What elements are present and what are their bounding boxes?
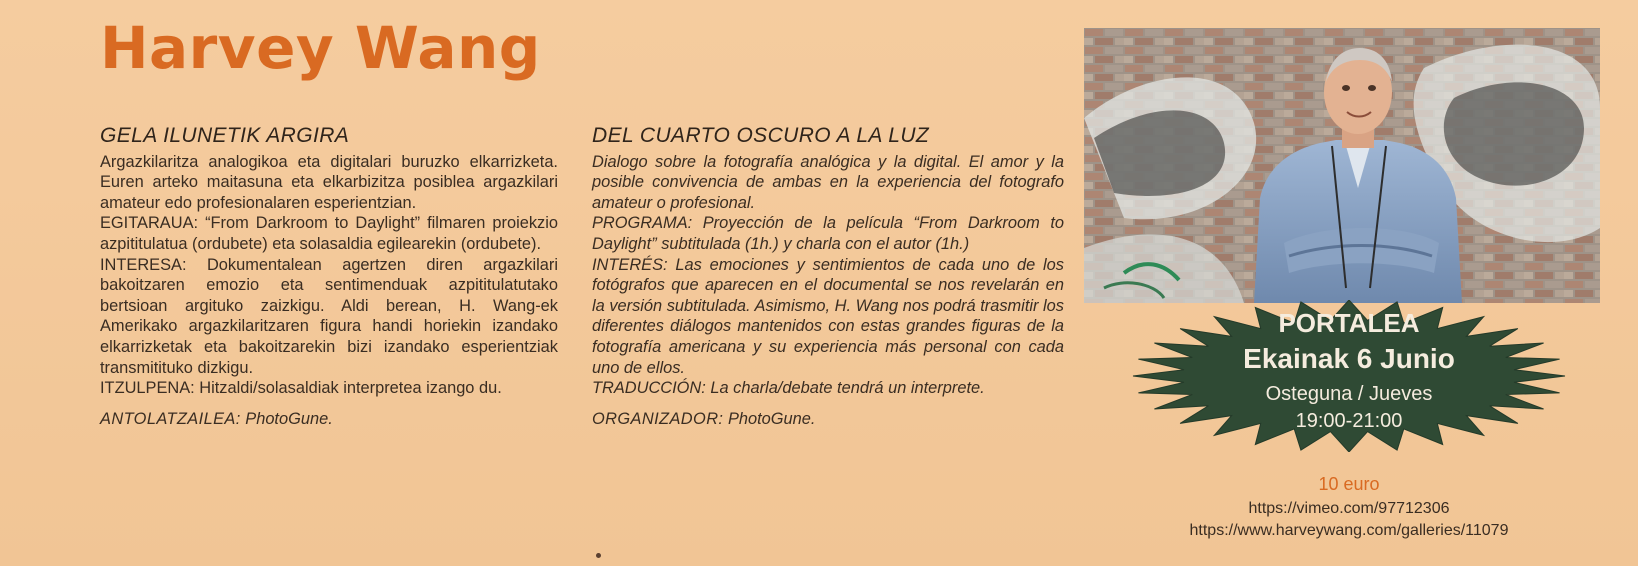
basque-translation: [100, 378, 558, 399]
event-info: [1130, 306, 1568, 434]
basque-interest: [100, 255, 558, 379]
basque-translation-text: Hitzaldi/solasaldiak interpretea izango du.: [194, 379, 502, 398]
spanish-interest-label: INTERÉS:: [592, 255, 668, 274]
basque-organizer-text: PhotoGune.: [240, 409, 333, 428]
basque-translation-label: ITZULPENA:: [100, 379, 195, 398]
spanish-translation: [592, 378, 1064, 399]
basque-program-text: “From Darkroom to Daylight” filmaren proiekzio azpititulatua (ordubete) eta solasaldia egilearekin (ordubete).: [100, 214, 558, 253]
speaker-photo-drawing: [1084, 28, 1600, 303]
basque-organizer: [100, 409, 558, 430]
basque-interest-label: INTERESA:: [100, 255, 187, 274]
basque-intro: Argazkilaritza analogikoa eta digitalari buruzko elkarrizketa. Euren arteko maitasuna eta elkarbizitza posiblea argazkilari amateur edo profesionalaren esperientzian.: [100, 152, 558, 212]
spanish-heading: DEL CUARTO OSCURO A LA LUZ: [592, 124, 930, 147]
spanish-interest: [592, 255, 1064, 379]
spanish-program-label: PROGRAMA:: [592, 214, 693, 233]
event-date: Ekainak 6 Junio: [1243, 343, 1455, 374]
spanish-organizer-text: PhotoGune.: [723, 409, 816, 428]
spanish-interest-text: Las emociones y sentimientos de cada uno de los fotógrafos que aparecen en el documental se nos revelarán en la versión subtitulada. Asimismo, H. Wang nos podrá trasmitir los diferentes diálogos mantenidos con estas grandes figuras de la fotografía americana y su experiencia más personal con cada uno de ellos.: [592, 255, 1064, 377]
spanish-intro: Dialogo sobre la fotografía analógica y la digital. El amor y la posible convivencia de ambas en la experiencia del fotografo amateur o profesional.: [592, 152, 1064, 212]
website-link[interactable]: https://www.harveywang.com/galleries/11079: [1189, 522, 1509, 539]
page-title: Harvey Wang: [100, 14, 541, 82]
basque-interest-text: Dokumentalean agertzen diren argazkilari bakoitzaren emozio eta sentimenduak azpititulatutako bertsioan argituko zaizkigu. Aldi berean, H. Wang-ek Amerikako argazkilaritzaren figura handi horiekin izandako elkarrizketak eta bakoitzarekin bizi izandako esperientziak transmitituko dizkigu.: [100, 255, 558, 377]
vimeo-link[interactable]: https://vimeo.com/97712306: [1248, 500, 1450, 517]
spanish-program-text: Proyección de la película “From Darkroom to Daylight” subtitulada (1h.) y charla con el autor (1h.): [592, 214, 1064, 253]
spanish-translation-text: La charla/debate tendrá un interprete.: [705, 379, 985, 398]
spanish-translation-label: TRADUCCIÓN:: [592, 379, 706, 398]
basque-heading: GELA ILUNETIK ARGIRA: [100, 124, 350, 147]
print-dot: [596, 553, 601, 558]
event-weekday: Osteguna / Jueves: [1265, 383, 1433, 405]
event-time: 19:00-21:00: [1295, 410, 1403, 432]
basque-program-label: EGITARAUA:: [100, 214, 199, 233]
spanish-organizer-label: ORGANIZADOR:: [592, 409, 724, 428]
spanish-program: [592, 213, 1064, 254]
spanish-organizer: [592, 409, 1064, 430]
spanish-column: [592, 126, 1064, 429]
ticket-price: 10 euro: [1318, 474, 1380, 494]
basque-organizer-label: ANTOLATZAILEA:: [100, 409, 241, 428]
basque-column: [100, 126, 558, 429]
speaker-photo: [1084, 28, 1600, 303]
basque-program: [100, 213, 558, 254]
venue-name: PORTALEA: [1278, 308, 1420, 338]
